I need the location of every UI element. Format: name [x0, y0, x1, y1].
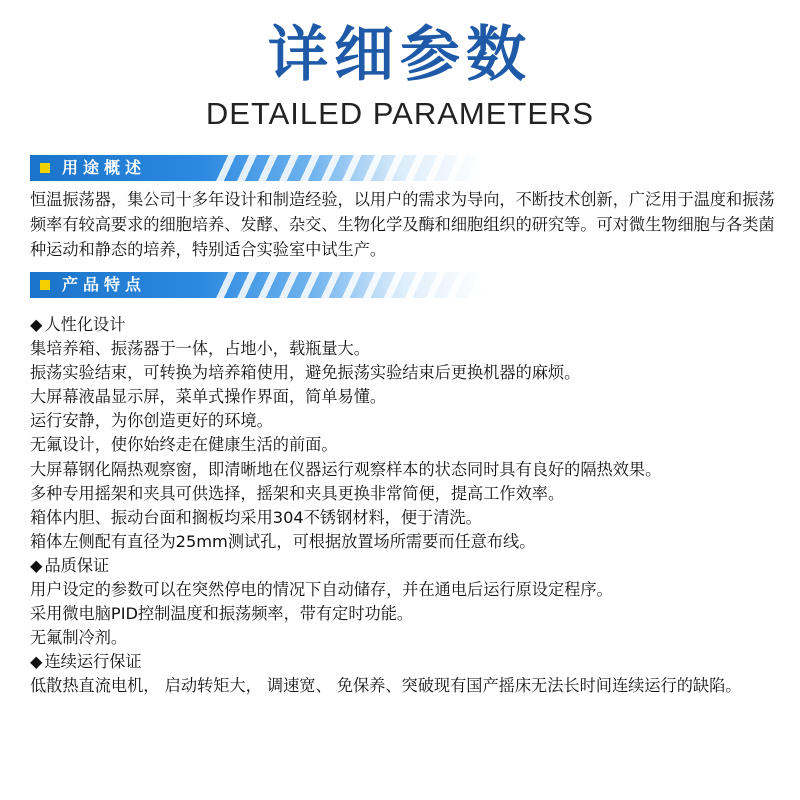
page-subtitle: DETAILED PARAMETERS — [205, 96, 595, 131]
diamond-bullet-icon: ◆ — [30, 315, 43, 334]
feature-line: ◆ 人性化设计 — [30, 313, 790, 337]
stripe-decoration — [215, 272, 485, 298]
feature-line: ◆ 连续运行保证 — [30, 650, 790, 674]
square-marker-icon — [40, 280, 50, 290]
stripe-decoration — [215, 155, 485, 181]
feature-line: 箱体内胆、振动台面和搁板均采用304不锈钢材料，便于清洗。 — [30, 507, 482, 527]
feature-line: 运行安静，为你创造更好的环境。 — [30, 411, 273, 431]
feature-line: ◆ 品质保证 — [30, 554, 790, 578]
page-title: 详细参数 — [268, 20, 532, 90]
feature-line: 集培养箱、振荡器于一体，占地小，载瓶量大。 — [30, 339, 370, 359]
feature-line: 大屏幕液晶显示屏，菜单式操作界面，简单易懂。 — [30, 387, 387, 407]
usage-text: 恒温振荡器，集公司十多年设计和制造经验，以用户的需求为导向，不断技术创新，广泛用于温度和振荡频率有较高要求的细胞培养、发酵、杂交、生物化学及酶和细胞组织的研究等。可对微生物细胞与各类菌种运动和静态的培养，特别适合实验室中试生产。 — [30, 190, 775, 259]
square-marker-icon — [40, 163, 50, 173]
feature-line: 振荡实验结束，可转换为培养箱使用，避免振荡实验结束后更换机器的麻烦。 — [30, 363, 581, 383]
section-header-usage — [30, 155, 485, 181]
diamond-bullet-icon: ◆ — [30, 555, 43, 575]
section-label-features: 产品特点 — [62, 275, 147, 294]
diamond-bullet-icon: ◆ — [30, 652, 43, 672]
section-label-usage: 用途概述 — [62, 158, 147, 177]
feature-line: 箱体左侧配有直径为25mm测试孔，可根据放置场所需要而任意布线。 — [30, 531, 536, 551]
usage-description — [30, 187, 790, 262]
feature-line: 低散热直流电机， 启动转矩大， 调速宽、 免保养、突破现有国产摇床无法长时间连续运行的缺陷。 — [30, 676, 742, 696]
feature-line: 采用微电脑PID控制温度和振荡频率，带有定时功能。 — [30, 604, 414, 624]
feature-line: 用户设定的参数可以在突然停电的情况下自动储存，并在通电后运行原设定程序。 — [30, 580, 613, 600]
feature-line: 无氟制冷剂。 — [30, 628, 128, 648]
feature-line: 无氟设计，使你始终走在健康生活的前面。 — [30, 435, 338, 455]
feature-line: 大屏幕钢化隔热观察窗，即清晰地在仪器运行观察样本的状态同时具有良好的隔热效果。 — [30, 459, 662, 479]
feature-line: 多种专用摇架和夹具可供选择，摇架和夹具更换非常简便，提高工作效率。 — [30, 483, 565, 503]
features-list — [30, 313, 790, 699]
section-header-features — [30, 272, 485, 298]
